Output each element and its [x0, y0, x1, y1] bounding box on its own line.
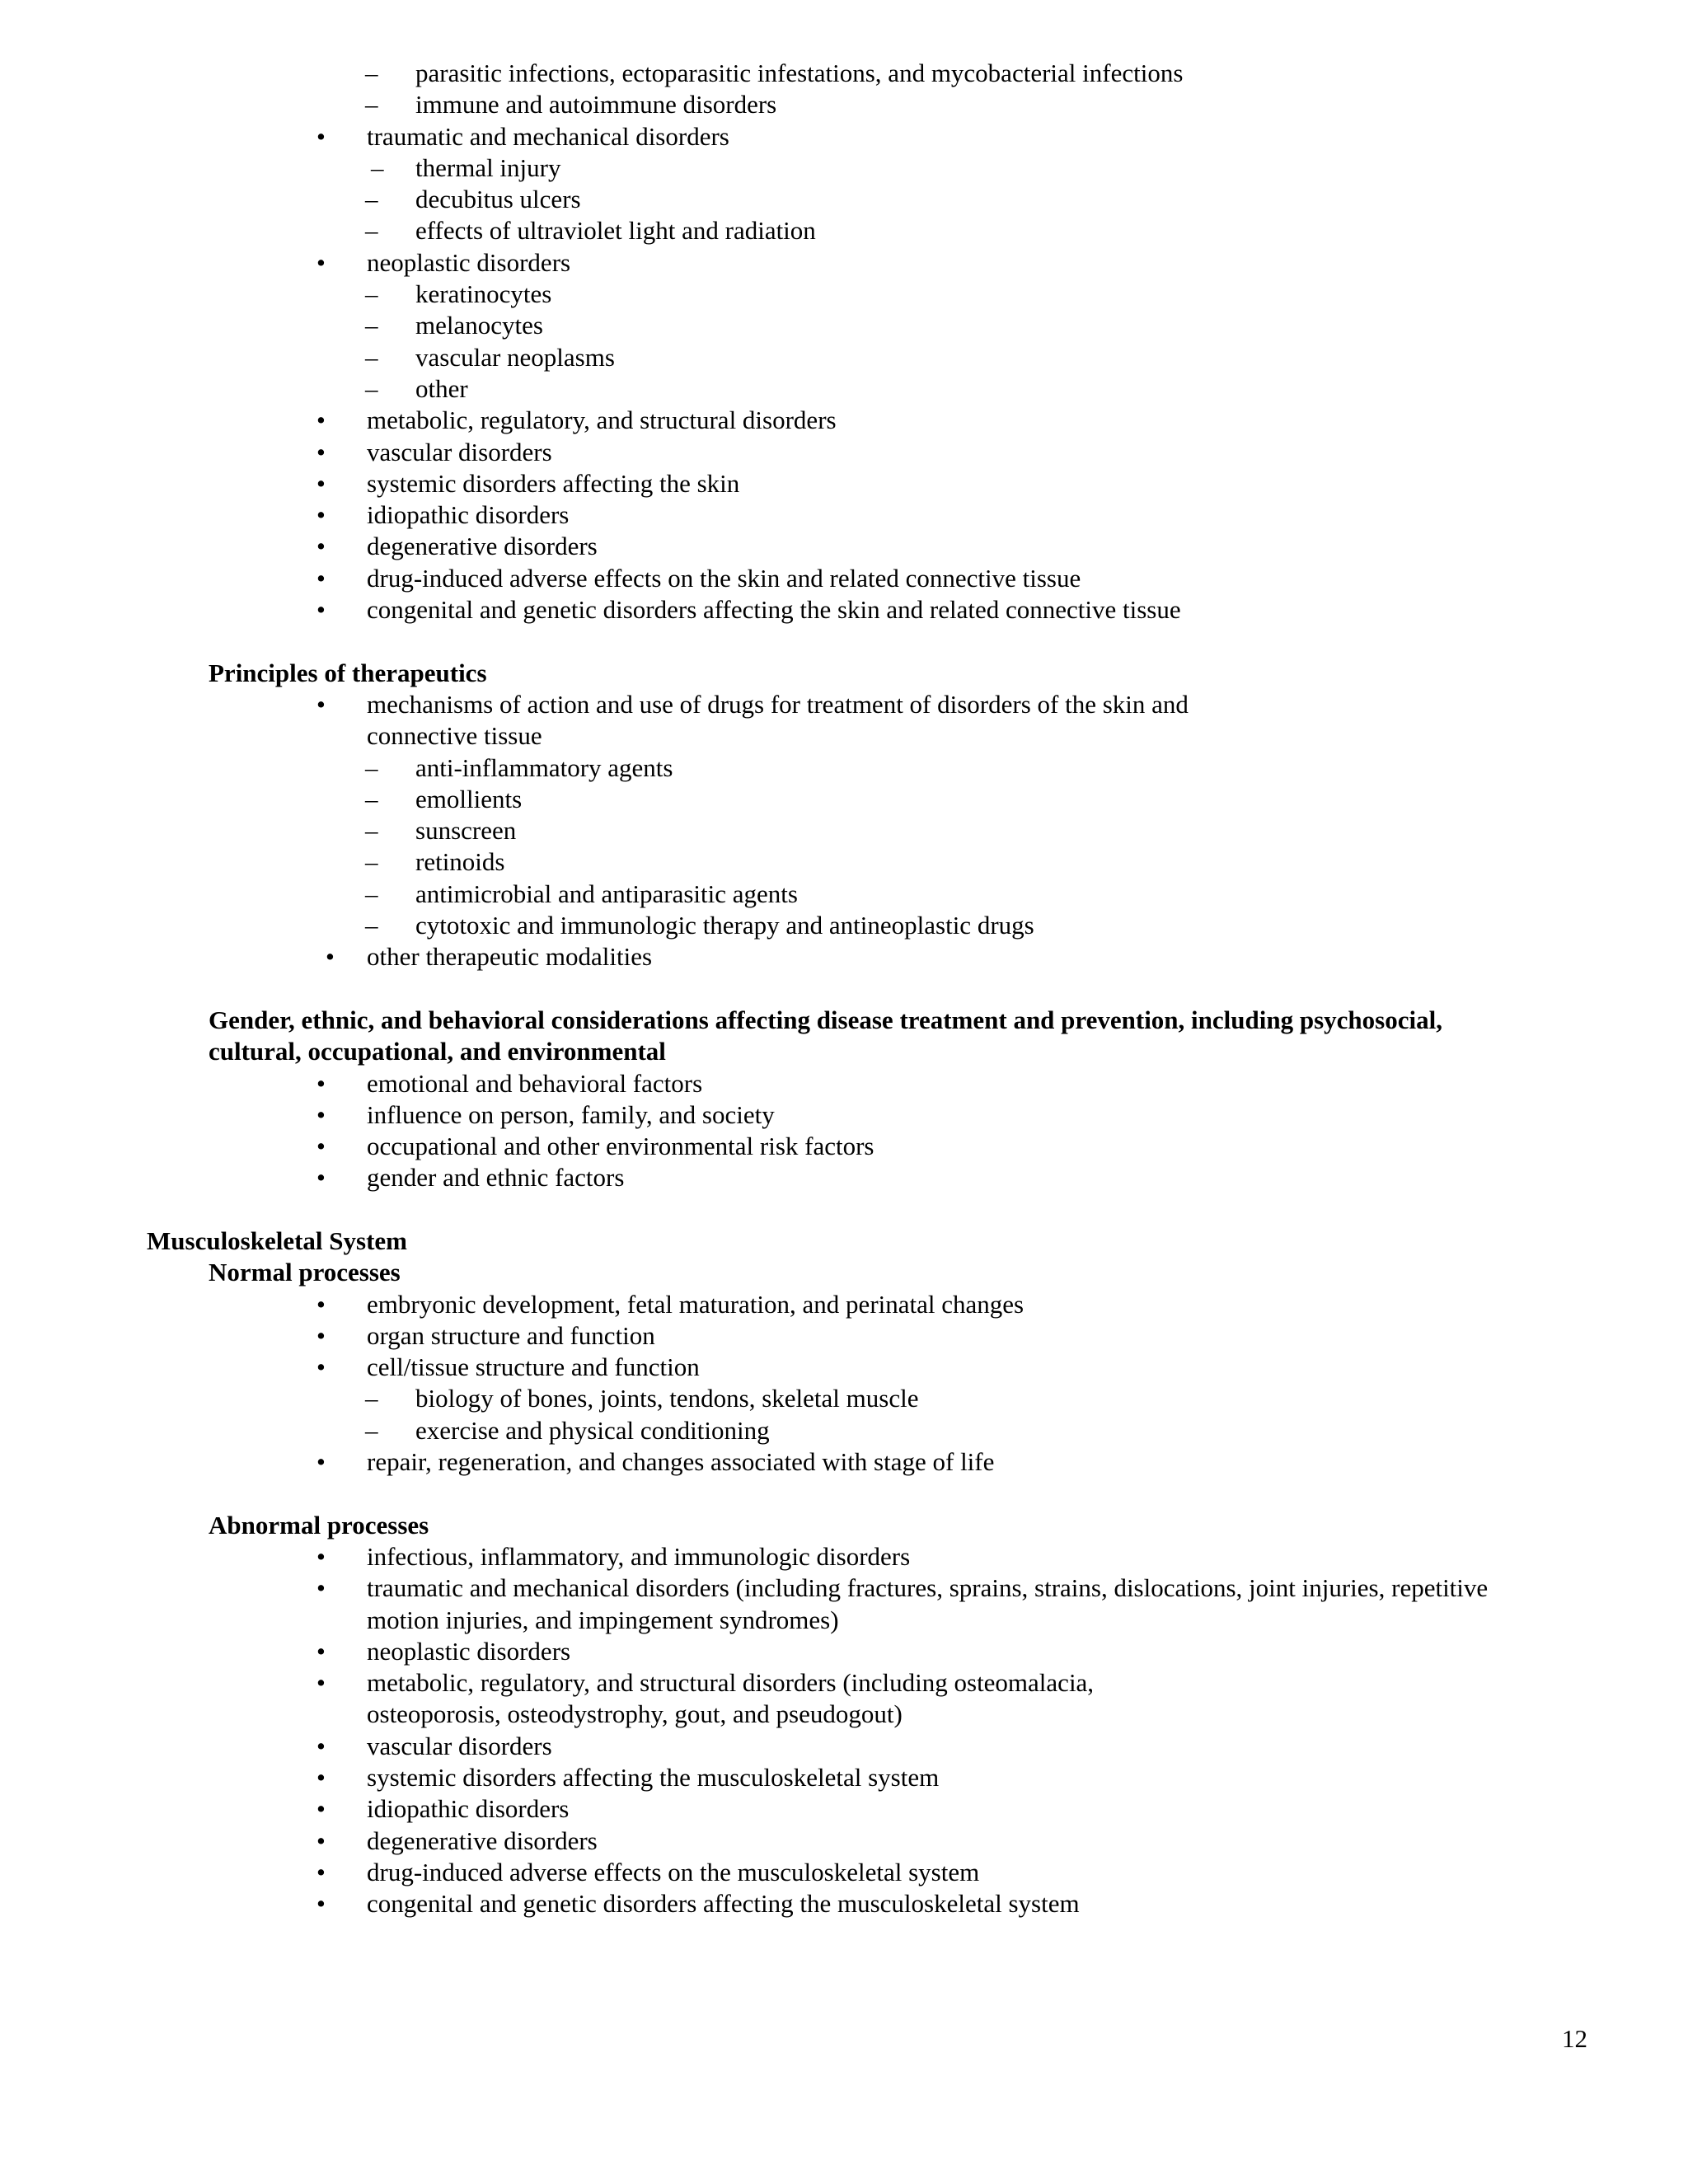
bullet-marker: •: [316, 1668, 326, 1698]
dash-marker: –: [365, 59, 378, 87]
list-item-text: emotional and behavioral factors: [367, 1068, 703, 1098]
list-item: [0, 1446, 1688, 1478]
list-item-text: effects of ultraviolet light and radiation: [415, 216, 816, 246]
section-heading: [0, 658, 1688, 689]
list-item: [0, 1415, 1688, 1446]
paragraph-spacer: [0, 973, 1688, 1005]
list-item-text: occupational and other environmental risk factors: [367, 1132, 874, 1161]
bullet-marker: •: [316, 1763, 326, 1793]
dash-marker: –: [365, 90, 378, 120]
list-item-text: melanocytes: [415, 311, 543, 340]
dash-marker: –: [365, 1415, 378, 1445]
list-item-text: repair, regeneration, and changes associated with stage of life: [367, 1447, 995, 1477]
dash-marker: –: [365, 373, 378, 403]
list-item-text: decubitus ulcers: [415, 185, 581, 214]
list-item-text: embryonic development, fetal maturation, and perinatal changes: [367, 1289, 1025, 1319]
therapeutics-heading: Principles of therapeutics: [209, 658, 487, 687]
list-item: [0, 499, 1688, 531]
list-item-text: other therapeutic modalities: [367, 942, 653, 972]
list-item: [0, 563, 1688, 594]
list-item-text: thermal injury: [415, 152, 561, 182]
list-item: [0, 58, 1688, 89]
bullet-marker: •: [316, 468, 326, 498]
list-item-text: cytotoxic and immunologic therapy and antineoplastic drugs: [415, 911, 1034, 940]
list-item: [0, 1731, 1688, 1762]
dash-marker: –: [365, 311, 378, 340]
bullet-marker: •: [316, 247, 326, 277]
list-item: [0, 152, 1688, 184]
list-item-text: vascular disorders: [367, 437, 552, 466]
bullet-marker: •: [316, 1889, 326, 1919]
list-item-text: traumatic and mechanical disorders: [367, 121, 729, 151]
list-item: [0, 405, 1688, 436]
section-heading: [0, 1005, 1688, 1036]
list-item-text: idiopathic disorders: [367, 500, 570, 530]
list-item: [0, 468, 1688, 499]
list-item-text: gender and ethnic factors: [367, 1163, 625, 1193]
dash-marker: –: [365, 847, 378, 877]
dash-marker: –: [365, 879, 378, 908]
dash-marker: –: [365, 342, 378, 372]
list-item-text: influence on person, family, and society: [367, 1099, 775, 1129]
list-item: [0, 215, 1688, 246]
list-item: [0, 1320, 1688, 1352]
section-heading: [0, 1510, 1688, 1541]
dash-marker: –: [365, 279, 378, 309]
bullet-marker: •: [316, 689, 326, 719]
bullet-marker: •: [316, 1352, 326, 1382]
list-item-text: antimicrobial and antiparasitic agents: [415, 879, 798, 908]
bullet-marker: •: [316, 563, 326, 593]
list-item: [0, 184, 1688, 215]
list-item-text: drug-induced adverse effects on the musculoskeletal system: [367, 1857, 980, 1886]
list-item: [0, 279, 1688, 310]
list-item: [0, 373, 1688, 405]
list-item-text: exercise and physical conditioning: [415, 1415, 770, 1445]
list-item: [0, 1068, 1688, 1099]
bullet-marker: •: [316, 532, 326, 561]
abnormal-processes-heading: Abnormal processes: [209, 1510, 429, 1540]
list-item: [0, 1825, 1688, 1857]
list-item-text: traumatic and mechanical disorders (including fractures, sprains, strains, dislocations, joint injuries, repetitive: [367, 1573, 1489, 1603]
list-item: [0, 1352, 1688, 1383]
list-item-text: parasitic infections, ectoparasitic infestations, and mycobacterial infections: [415, 59, 1184, 87]
list-item-text: neoplastic disorders: [367, 247, 571, 277]
list-item: [0, 1289, 1688, 1320]
bullet-marker: •: [316, 500, 326, 530]
bullet-marker: •: [316, 1099, 326, 1129]
list-item-text: immune and autoimmune disorders: [415, 90, 777, 120]
bullet-marker: •: [316, 1794, 326, 1824]
page-number: 12: [1562, 2024, 1587, 2053]
list-item-text: motion injuries, and impingement syndromes): [367, 1605, 839, 1634]
list-item: [0, 310, 1688, 341]
list-item: [0, 879, 1688, 910]
list-item: [0, 342, 1688, 373]
section-heading: [0, 1036, 1688, 1067]
bullet-marker: •: [316, 595, 326, 625]
list-item-text: neoplastic disorders: [367, 1636, 571, 1666]
list-item: [0, 1131, 1688, 1162]
list-item: [0, 1099, 1688, 1131]
bullet-marker: •: [316, 1289, 326, 1319]
normal-processes-heading: Normal processes: [209, 1258, 401, 1287]
list-item: [0, 1667, 1688, 1699]
list-item: [0, 1572, 1688, 1604]
list-item: [0, 910, 1688, 941]
list-item-text: organ structure and function: [367, 1320, 655, 1350]
list-item-text: congenital and genetic disorders affecting the skin and related connective tissue: [367, 595, 1181, 625]
list-item: [0, 1793, 1688, 1825]
list-item: [0, 1636, 1688, 1667]
list-item: [0, 1383, 1688, 1414]
bullet-marker: •: [316, 1132, 326, 1161]
dash-marker: –: [365, 752, 378, 782]
list-item-text: drug-induced adverse effects on the skin and related connective tissue: [367, 563, 1081, 593]
dash-marker: –: [365, 784, 378, 813]
list-item-continuation: [0, 1699, 1688, 1730]
list-item-text: retinoids: [415, 847, 505, 877]
list-item: [0, 1541, 1688, 1572]
list-item: [0, 815, 1688, 846]
list-item-text: osteoporosis, osteodystrophy, gout, and pseudogout): [367, 1699, 903, 1729]
dash-marker: –: [365, 911, 378, 940]
list-item-text: metabolic, regulatory, and structural disorders: [367, 405, 837, 435]
list-item: [0, 689, 1688, 720]
list-item-text: keratinocytes: [415, 279, 552, 309]
list-item-text: biology of bones, joints, tendons, skeletal muscle: [415, 1384, 919, 1413]
list-item-continuation: [0, 720, 1688, 752]
list-item-text: degenerative disorders: [367, 1825, 598, 1855]
list-item-text: anti-inflammatory agents: [415, 752, 673, 782]
bullet-marker: •: [316, 121, 326, 151]
bullet-marker: •: [316, 1447, 326, 1477]
list-item: [0, 89, 1688, 120]
section-heading: [0, 1226, 1688, 1257]
gender-heading-line1: Gender, ethnic, and behavioral considerations affecting disease treatment and prevention, including psychosocial,: [209, 1005, 1442, 1034]
dash-marker: –: [365, 216, 378, 246]
bullet-marker: •: [316, 1573, 326, 1603]
bullet-marker: •: [316, 1320, 326, 1350]
list-item: [0, 941, 1688, 972]
list-item: [0, 752, 1688, 784]
list-item-text: mechanisms of action and use of drugs for treatment of disorders of the skin and: [367, 689, 1189, 719]
outline-content: [0, 58, 1688, 1920]
list-item: [0, 594, 1688, 626]
bullet-marker: •: [316, 1825, 326, 1855]
list-item-text: systemic disorders affecting the skin: [367, 468, 740, 498]
list-item-text: vascular neoplasms: [415, 342, 615, 372]
list-item-text: cell/tissue structure and function: [367, 1352, 700, 1382]
list-item: [0, 1888, 1688, 1919]
paragraph-spacer: [0, 1478, 1688, 1509]
bullet-marker: •: [316, 1636, 326, 1666]
bullet-marker: •: [316, 1541, 326, 1571]
bullet-marker: •: [316, 437, 326, 466]
list-item: [0, 437, 1688, 468]
list-item-text: metabolic, regulatory, and structural disorders (including osteomalacia,: [367, 1668, 1095, 1698]
dash-marker: –: [365, 185, 378, 214]
bullet-marker: •: [316, 1857, 326, 1886]
list-item-text: vascular disorders: [367, 1731, 552, 1760]
list-item-text: idiopathic disorders: [367, 1794, 570, 1824]
bullet-marker: •: [316, 1163, 326, 1193]
list-item-text: connective tissue: [367, 721, 542, 751]
list-item: [0, 846, 1688, 878]
list-item-text: other: [415, 373, 468, 403]
list-item: [0, 1857, 1688, 1888]
bullet-marker: •: [326, 942, 335, 972]
list-item-text: sunscreen: [415, 816, 517, 846]
paragraph-spacer: [0, 626, 1688, 657]
bullet-marker: •: [316, 1068, 326, 1098]
list-item-text: degenerative disorders: [367, 532, 598, 561]
list-item-text: congenital and genetic disorders affecting the musculoskeletal system: [367, 1889, 1080, 1919]
section-heading: [0, 1257, 1688, 1288]
list-item: [0, 784, 1688, 815]
dash-marker: –: [371, 152, 384, 182]
list-item: [0, 121, 1688, 152]
list-item-text: systemic disorders affecting the musculoskeletal system: [367, 1763, 940, 1793]
list-item: [0, 531, 1688, 562]
list-item-continuation: [0, 1605, 1688, 1636]
bullet-marker: •: [316, 405, 326, 435]
dash-marker: –: [365, 816, 378, 846]
dash-marker: –: [365, 1384, 378, 1413]
list-item: [0, 247, 1688, 279]
bullet-marker: •: [316, 1731, 326, 1760]
gender-heading-line2: cultural, occupational, and environmental: [209, 1037, 666, 1066]
list-item: [0, 1762, 1688, 1793]
paragraph-spacer: [0, 1194, 1688, 1226]
list-item-text: emollients: [415, 784, 523, 813]
list-item-text: infectious, inflammatory, and immunologic disorders: [367, 1541, 911, 1571]
musculoskeletal-heading: Musculoskeletal System: [147, 1226, 408, 1255]
list-item: [0, 1162, 1688, 1193]
